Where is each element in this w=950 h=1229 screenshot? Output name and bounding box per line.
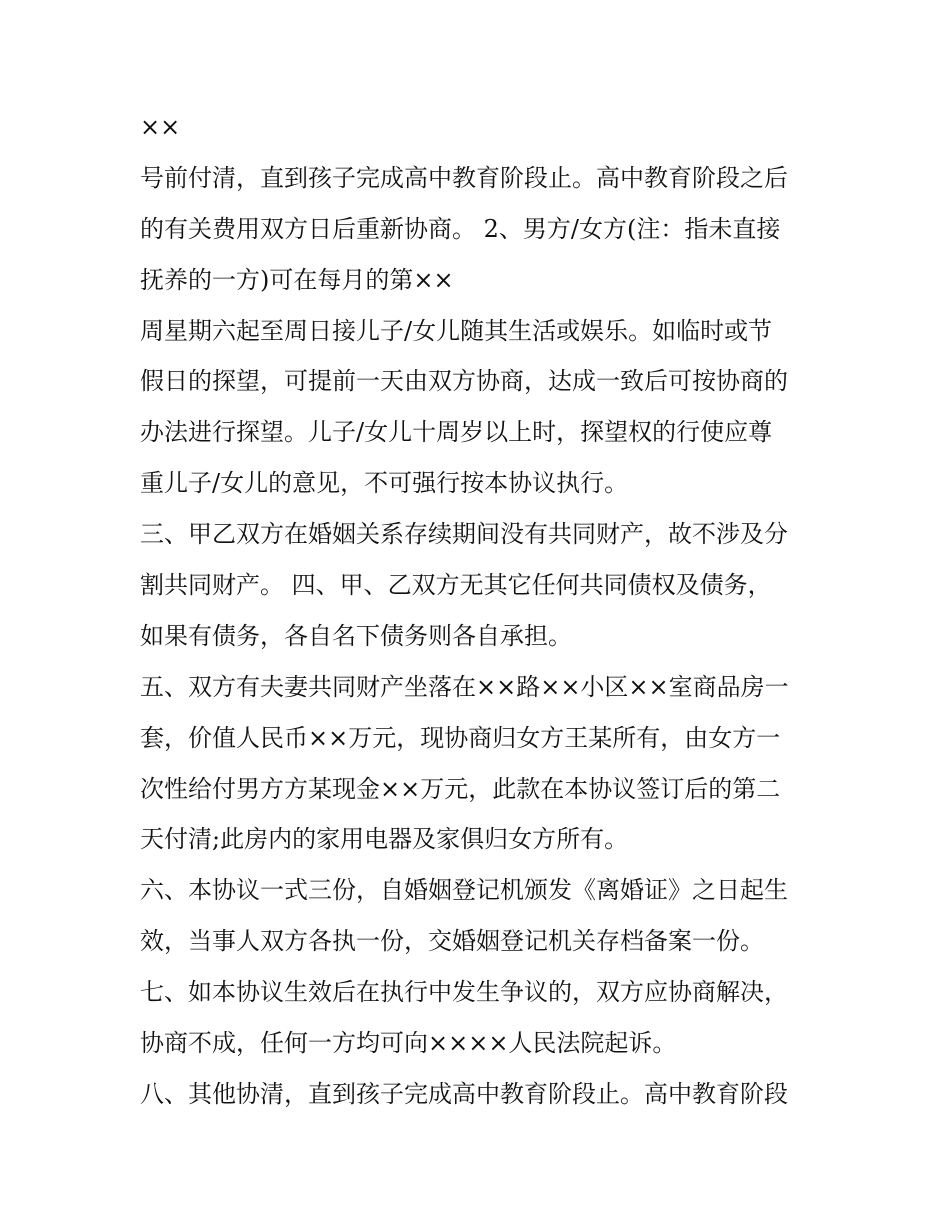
text-line: 八、其他协清，直到孩子完成高中教育阶段止。高中教育阶段	[140, 1079, 788, 1108]
text-line: 三、甲乙双方在婚姻关系存续期间没有共同财产，故不涉及分	[140, 520, 788, 549]
text-line: 七、如本协议生效后在执行中发生争议的，双方应协商解决，	[140, 978, 788, 1007]
text-line: 重儿子/女儿的意见，不可强行按本协议执行。	[140, 469, 629, 498]
text-line: 协商不成，任何一方均可向××××人民法院起诉。	[140, 1029, 677, 1058]
text-line: 抚养的一方)可在每月的第××	[140, 265, 454, 294]
text-line: 的有关费用双方日后重新协商。 2、男方/女方(注：指未直接	[140, 214, 781, 243]
text-line: 周星期六起至周日接儿子/女儿随其生活或娱乐。如临时或节	[140, 316, 773, 345]
document-body	[140, 106, 820, 1124]
text-line: ××	[140, 113, 181, 141]
text-line: 号前付清，直到孩子完成高中教育阶段止。高中教育阶段之后	[140, 163, 788, 192]
text-line: 办法进行探望。儿子/女儿十周岁以上时，探望权的行使应尊	[140, 418, 773, 447]
text-line: 六、本协议一式三份，自婚姻登记机颁发《离婚证》之日起生	[140, 876, 788, 905]
text-line: 效，当事人双方各执一份，交婚姻登记机关存档备案一份。	[140, 927, 764, 956]
text-line: 如果有债务，各自名下债务则各自承担。	[140, 621, 572, 650]
text-line: 套，价值人民币××万元，现协商归女方王某所有，由女方一	[140, 723, 781, 752]
text-line: 天付清;此房内的家用电器及家俱归女方所有。	[140, 825, 629, 854]
text-line: 割共同财产。 四、甲、乙双方无其它任何共同债权及债务，	[140, 571, 772, 600]
text-line: 次性给付男方方某现金××万元，此款在本协议签订后的第二	[140, 774, 781, 803]
text-line: 假日的探望，可提前一天由双方协商，达成一致后可按协商的	[140, 367, 788, 396]
text-line: 五、双方有夫妻共同财产坐落在××路××小区××室商品房一	[140, 672, 789, 701]
